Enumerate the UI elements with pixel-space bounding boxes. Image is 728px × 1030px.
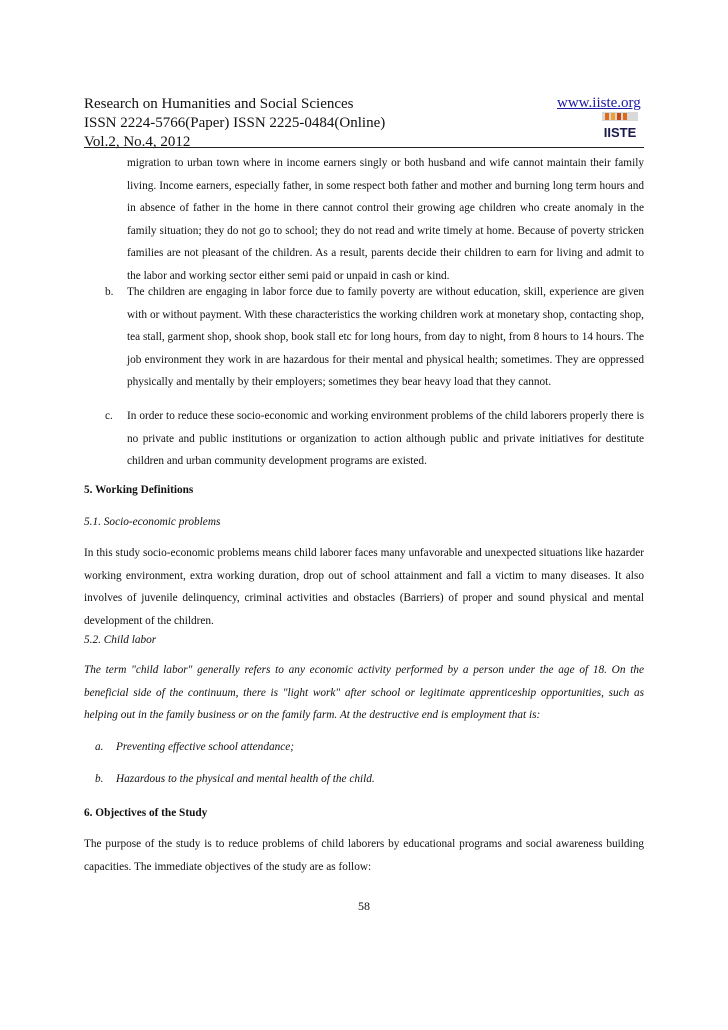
list-b-label: b. — [95, 773, 104, 785]
header-rule — [84, 147, 644, 148]
item-b-label: b. — [105, 286, 114, 298]
volume-line: Vol.2, No.4, 2012 — [84, 134, 191, 150]
issn-line: ISSN 2224-5766(Paper) ISSN 2225-0484(Online) — [84, 115, 386, 131]
section-5-heading: 5. Working Definitions — [84, 484, 194, 496]
list-a-label: a. — [95, 741, 104, 753]
section-5-1-heading: 5.1. Socio-economic problems — [84, 516, 221, 528]
section-5-2-paragraph: The term "child labor" generally refers to any economic activity performed by a person under the age of 18. On the beneficial side of the continuum, there is "light work" after school or legitimate apprenticeship opportunities, such as helping out in the family business or on the family farm. At the destructive end is employment that is: — [84, 664, 644, 722]
section-6-paragraph: The purpose of the study is to reduce problems of child laborers by educational programs and social awareness building capacities. The immediate objectives of the study are as follow: — [84, 838, 644, 873]
page-number: 58 — [358, 899, 370, 913]
intro-paragraph: migration to urban town where in income earners singly or both husband and wife cannot maintain their family living. Income earners, especially father, in some respect both father and mother and burning long term hours and in absence of father in the home in there cannot control their growing age children who create anomaly in the family situation; they do not go to school; they do not read and write timely at home. Because of poverty stricken families are not pleasant of the children. As a result, parents decide their children to earn for living and admit to the labor and working sector either semi paid or unpaid in cash or kind. — [127, 157, 644, 282]
list-a-text: Preventing effective school attendance; — [116, 741, 295, 753]
journal-title: Research on Humanities and Social Sciences — [84, 96, 354, 112]
item-b-paragraph: The children are engaging in labor force due to family poverty are without education, skill, experience are given with or without payment. With these characteristics the working children work at monetary shop, contacting shop, tea stall, garment shop, shook shop, book stall etc for long hours, from day to night, from 8 hours to 14 hours. The job environment they work in are hazardous for their mental and physical health; sometimes. They are oppressed physically and mentally by their employers; sometimes they bear heavy load that they cannot. — [127, 286, 644, 389]
list-b-text: Hazardous to the physical and mental health of the child. — [116, 773, 375, 785]
section-6-heading: 6. Objectives of the Study — [84, 807, 208, 819]
item-c-paragraph: In order to reduce these socio-economic and working environment problems of the child laborers properly there is no private and public institutions or organization to action although public and private initiatives for destitute children and urban community development programs are existed. — [127, 410, 644, 468]
section-5-1-paragraph: In this study socio-economic problems means child laborer faces many unfavorable and unexpected situations like hazarder working environment, extra working duration, drop out of school attainment and fall a victim to many diseases. It also involves of juvenile delinquency, criminal activities and obstacles (Barriers) of proper and sound physical and mental development of the children. — [84, 547, 644, 627]
journal-url-link[interactable]: www.iiste.org — [557, 95, 641, 111]
section-5-2-heading: 5.2. Child labor — [84, 634, 157, 646]
item-c-label: c. — [105, 410, 113, 422]
svg-text:IISTE: IISTE — [603, 125, 637, 140]
iiste-logo — [600, 111, 640, 141]
